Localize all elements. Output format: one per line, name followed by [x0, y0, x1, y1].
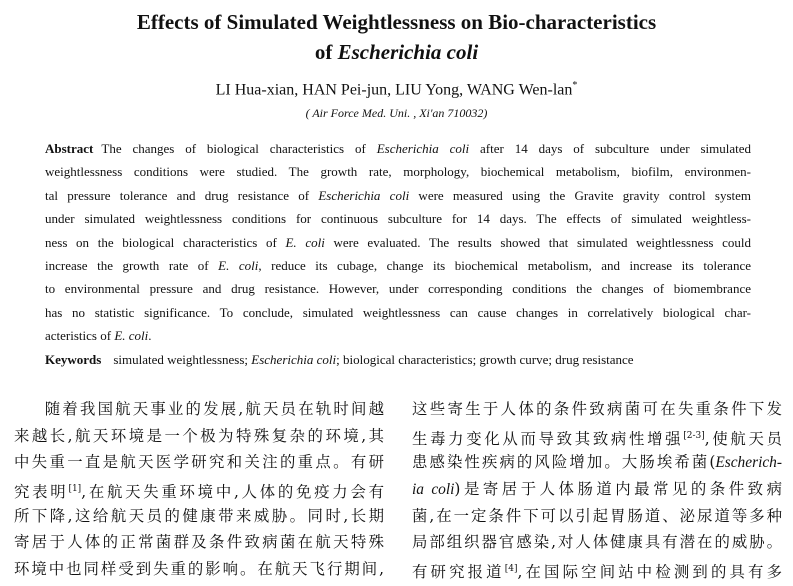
body-line: [412, 423, 782, 450]
italic-term: Escherichia coli: [318, 187, 410, 203]
text-run: The changes of biological characteristics of: [101, 141, 377, 156]
citation-ref: [4]: [504, 564, 518, 575]
body-line: [14, 529, 384, 556]
body-line: [412, 449, 782, 476]
text-run: 有研究报道: [412, 563, 505, 582]
text-run: ,在国际空间站中检测到的具有多: [517, 563, 782, 582]
body-line: [412, 396, 782, 423]
text-run: ness on the biological characteristics of: [45, 234, 286, 250]
abstract-line: [45, 137, 751, 160]
text-run: 所下降,这给航天员的健康带来威胁。同时,长期: [14, 506, 384, 525]
text-run: were measured using the Gravite gravity control system: [409, 187, 751, 203]
text-run: weightlessness conditions were studied. The growth rate, morphology, biochemical metabolism, biofilm, environmen-: [45, 164, 751, 180]
text-run: has no statistic significance. To conclude, simulated weightlessness can cause changes in correlatively biological char-: [45, 304, 751, 320]
text-run: tal pressure tolerance and drug resistance of: [45, 187, 319, 203]
affiliation: ( Air Force Med. Uni. , Xi'an 710032): [305, 106, 488, 120]
text-run: under simulated weightlessness conditions for continuous subculture for 14 days. The effects of simulated weightless-: [45, 211, 751, 227]
paper-title-line-1: Effects of Simulated Weightlessness on Bio-characteristics: [136, 10, 657, 34]
body-line: [412, 529, 782, 556]
text-run: after 14 days of subculture under simulated: [469, 141, 751, 156]
italic-term: E. coli: [285, 234, 325, 250]
body-line: [412, 556, 782, 583]
text-run: to environmental pressure and drug resistance. However, under corresponding conditions the changes of biomembrance: [45, 281, 751, 297]
abstract-line: [45, 207, 751, 230]
corresponding-mark: *: [572, 80, 578, 91]
text-run: 环境中也同样受到失重的影响。在航天飞行期间,: [14, 560, 384, 579]
text-run: increase the growth rate of: [45, 257, 219, 273]
text-run: 寄居于人体的正常菌群及条件致病菌在航天特殊: [14, 533, 384, 552]
body-line: [412, 503, 782, 530]
text-run: ,在航天失重环境中,人体的免疫力会有: [81, 483, 384, 502]
body-line: [412, 476, 782, 503]
text-run: ,使航天员: [704, 429, 782, 448]
title-prefix: of: [314, 40, 338, 64]
text-run: were evaluated. The results showed that simulated weightlessness could: [324, 234, 751, 250]
authors: [0, 80, 793, 99]
text-run: 菌,在一定条件下可以引起胃肠道、泌尿道等多种: [412, 506, 782, 525]
text-run: 生毒力变化从而导致其致病性增强: [412, 429, 684, 448]
text-run: 这些寄生于人体的条件致病菌可在失重条件下发: [412, 400, 782, 418]
abstract-line: [45, 277, 751, 300]
text-run: 来越长,航天环境是一个极为特殊复杂的环境,其: [14, 426, 384, 445]
body-column-right: [412, 396, 782, 583]
text-run: , reduce its cubage, change its biochemical metabolism, and increase its tolerance: [258, 257, 751, 273]
text-run: 局部组织器官感染,对人体健康具有潜在的威胁。: [412, 533, 782, 552]
body-column-left: [14, 396, 384, 583]
text-run: 中失重一直是航天医学研究和关注的重点。有研: [14, 453, 384, 472]
body-line: [14, 476, 384, 503]
abstract-label: Abstract: [45, 141, 94, 156]
abstract-line: [45, 324, 751, 347]
text-run: )是寄居于人体肠道内最常见的条件致病: [454, 480, 782, 499]
body-line: [14, 449, 384, 476]
paper-title-line-2: [0, 38, 793, 66]
abstract-line: [45, 184, 751, 207]
text-run: simulated weightlessness;: [113, 352, 252, 367]
text-run: 患感染性疾病的风险增加。大肠埃希菌(: [412, 453, 716, 472]
title-species: Escherichia coli: [337, 40, 479, 64]
text-run: .: [148, 328, 152, 344]
italic-term: E. coli: [218, 257, 259, 273]
text-run: 究表明: [14, 483, 69, 502]
abstract-line: [45, 231, 751, 254]
text-run: acteristics of: [45, 328, 115, 344]
body-line: [14, 503, 384, 530]
italic-term: Escherichia coli: [251, 352, 337, 367]
body-line: [14, 423, 384, 450]
keywords: [45, 352, 751, 368]
abstract: [45, 137, 751, 348]
author-list: LI Hua-xian, HAN Pei-jun, LIU Yong, WANG Wen-lan: [215, 81, 573, 99]
citation-ref: [2-3]: [683, 430, 705, 441]
body-line: [14, 396, 384, 423]
keywords-label: Keywords: [45, 352, 102, 367]
citation-ref: [1]: [68, 484, 82, 495]
abstract-line: [45, 301, 751, 324]
text-run: 随着我国航天事业的发展,航天员在轨时间越: [44, 400, 384, 418]
italic-term: E. coli: [114, 328, 149, 344]
abstract-line: [45, 160, 751, 183]
text-run: ; biological characteristics; growth curve; drug resistance: [336, 352, 634, 367]
italic-term: Escherich-: [715, 454, 782, 472]
italic-term: ia coli: [412, 481, 455, 499]
italic-term: Escherichia coli: [376, 141, 470, 156]
body-line: [14, 556, 384, 583]
abstract-line: [45, 254, 751, 277]
